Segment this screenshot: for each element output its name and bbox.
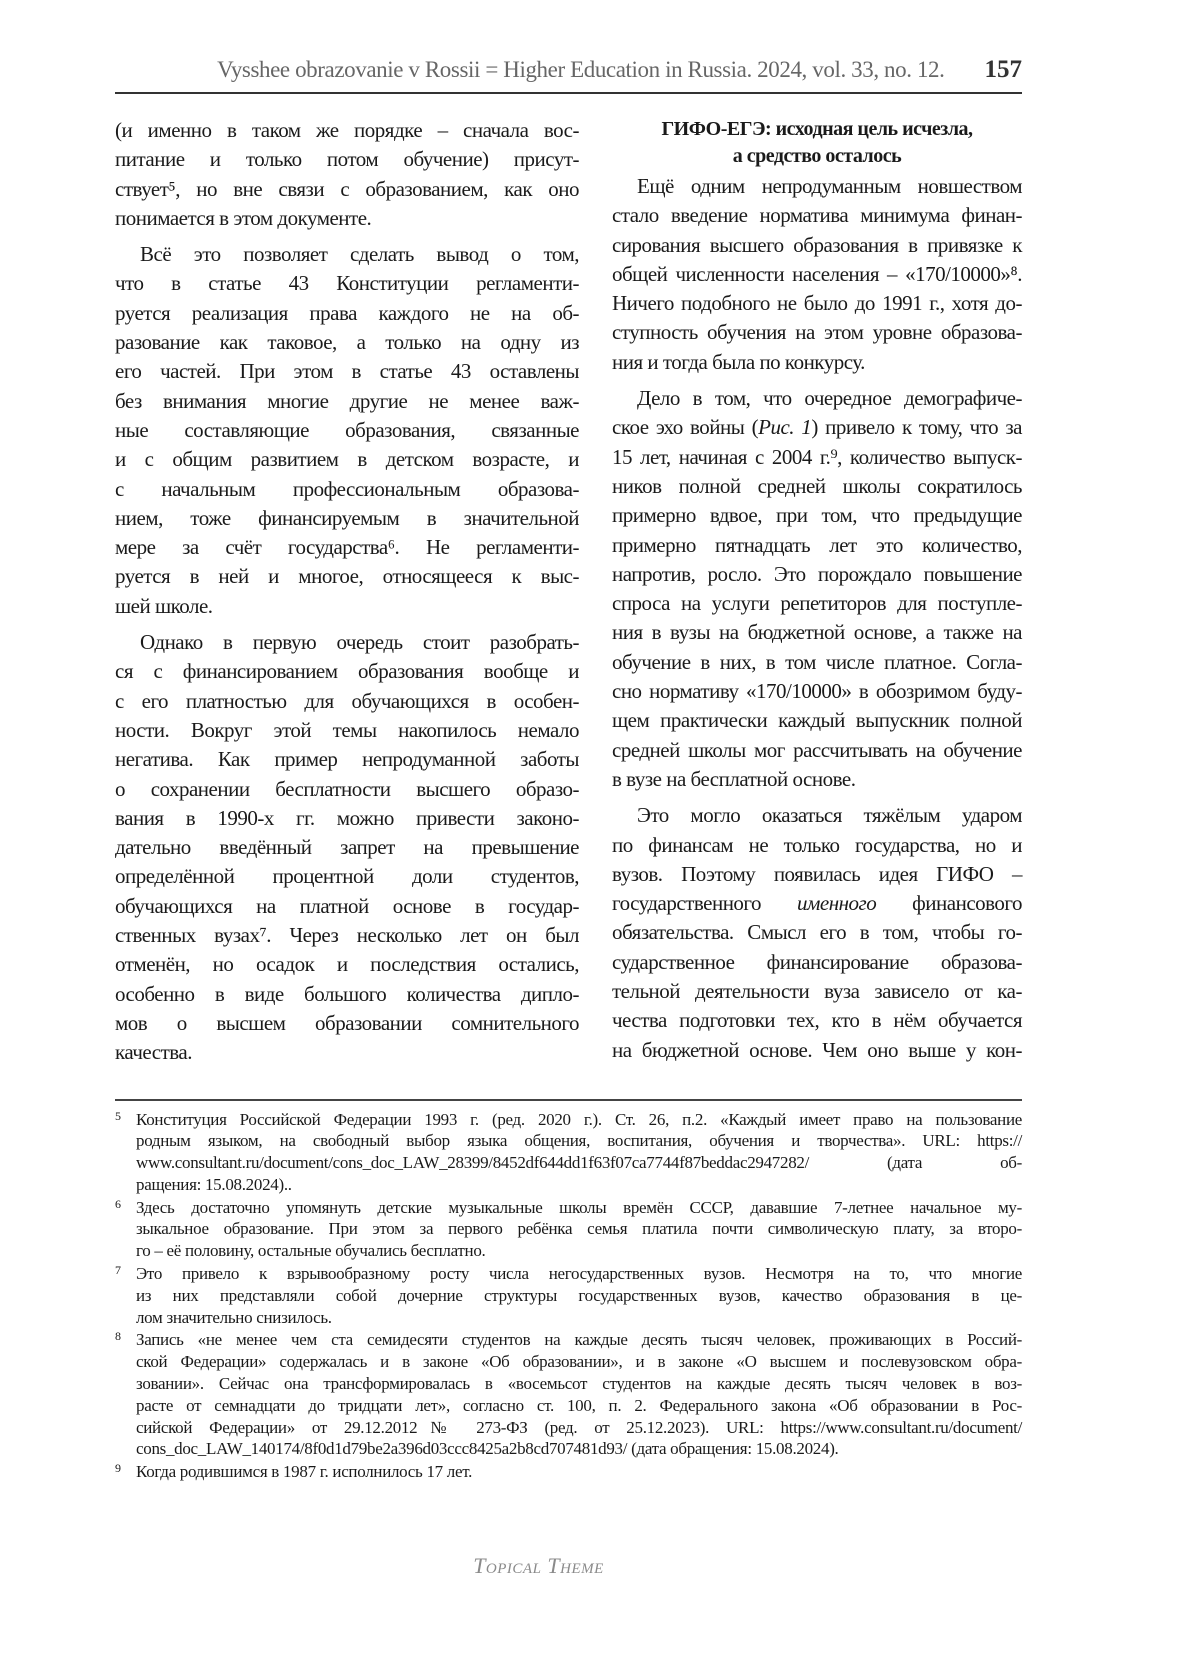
text-line: Запись «не менее чем ста семидесяти студентов на каждые десять тысяч человек, проживающих в Россий- <box>136 1330 1022 1350</box>
section-heading <box>612 116 1022 170</box>
text-line: вания в 1990-х гг. можно привести законо- <box>115 805 579 830</box>
text-line: Это могло оказаться тяжёлым ударом <box>637 803 1022 828</box>
text-line: о сохранении бесплатности высшего образо- <box>115 776 579 801</box>
text-line: без внимания многие другие не менее важ- <box>115 388 579 413</box>
text-line: чества подготовки тех, кто в нём обучается <box>612 1008 1022 1033</box>
text-line: из них представляли собой дочерние структуры государственных вузов, качество образования в це- <box>136 1285 1022 1305</box>
text-line <box>612 413 1022 442</box>
text-line: особенно в виде большого количества дипло- <box>115 981 579 1006</box>
text-line: (и именно в таком же порядке – сначала вос- <box>115 118 579 142</box>
text-line: cons_doc_LAW_140174/8f0d1d79be2a396d03ccc8425a2b8cd707481d93/ (дата обращения: 15.08.2024). <box>136 1439 839 1459</box>
text-line: разование как таковое, а только на одну из <box>115 330 579 355</box>
section-heading-line: а средство осталось <box>732 145 902 167</box>
footnote <box>115 1197 1022 1262</box>
text-line: Здесь достаточно упомянуть детские музыкальные школы времён СССР, дававшие 7-летнее начальное му- <box>136 1197 1022 1217</box>
text-line: вузов. Поэтому появилась идея ГИФО – <box>612 861 1022 886</box>
footnote-number: 7 <box>115 1263 121 1278</box>
text-line <box>612 889 1022 918</box>
footnote <box>115 1461 1022 1483</box>
text-line: спроса на услуги репетиторов для поступле- <box>612 591 1022 616</box>
section-footer: Topical Theme <box>473 1553 604 1579</box>
text-line: Это привело к взрывообразному росту числа негосударственных вузов. Несмотря на то, что многие <box>136 1264 1022 1284</box>
text-line: его частей. При этом в статье 43 оставлены <box>115 359 579 384</box>
text-line: руется реализация права каждого не на об- <box>115 300 579 325</box>
paragraph <box>115 116 579 233</box>
right-column-body <box>612 172 1022 1065</box>
text-line: сирования высшего образования в привязке к <box>612 232 1022 257</box>
footnote-number: 8 <box>115 1329 121 1344</box>
text-line: ращения: 15.08.2024).. <box>136 1174 292 1194</box>
text-line: обучающихся на платной основе в государ- <box>115 893 579 918</box>
text-line: примерно пятнадцать лет это количество, <box>612 532 1022 557</box>
footnote <box>115 1329 1022 1460</box>
text-line: Дело в том, что очередное демографиче- <box>637 386 1022 411</box>
text-line: ствует⁵, но вне связи с образованием, как оно <box>115 176 579 201</box>
text-line: понимается в этом документе. <box>115 205 372 230</box>
text-line: отменён, но осадок и последствия остались, <box>115 952 579 977</box>
text-line: негатива. Как пример непродуманной заботы <box>115 747 579 772</box>
journal-title: Vysshee obrazovanie v Rossii = Higher Education in Russia. 2024, vol. 33, no. 12. <box>217 57 945 82</box>
text-line: с начальным профессиональным образова- <box>115 476 579 501</box>
footnote-separator <box>115 1099 1022 1101</box>
text-line: шей школе. <box>115 593 213 618</box>
text-line: ступность обучения на этом уровне образова- <box>612 320 1022 345</box>
text-line: ников полной средней школы сократилось <box>612 473 1022 498</box>
text-line: сийской Федерации» от 29.12.2012№ 273-ФЗ (ред. от 25.12.2023). URL: https://www.consultant.ru/document/ <box>136 1417 1022 1437</box>
text-line: зовании». Сейчас она трансформировалась в «восемьсот студентов на каждые десять тысяч человек в воз- <box>136 1374 1022 1394</box>
text-line: по финансам не только государства, но и <box>612 832 1022 857</box>
right-column <box>612 116 1022 1072</box>
text-line: ния и тогда была по конкурсу. <box>612 349 865 374</box>
text-line: что в статье 43 Конституции регламенти- <box>115 271 579 296</box>
italic-reference: именного <box>796 891 877 916</box>
text-line: стало введение норматива минимума финан- <box>612 203 1022 228</box>
text-line: ния в вузы на бюджетной основе, а также на <box>612 620 1022 645</box>
footnote-number: 5 <box>115 1108 121 1123</box>
text-segment: финансового <box>876 891 1022 916</box>
text-line: на бюджетной основе. Чем оно выше у кон- <box>612 1037 1022 1062</box>
text-line: обучение в них, в том числе платное. Согла- <box>612 649 1022 674</box>
paragraph <box>115 628 579 1067</box>
text-line: определённой процентной доли студентов, <box>115 864 579 889</box>
text-line: ные составляющие образования, связанные <box>115 417 579 442</box>
text-line: питание и только потом обучение) присут- <box>115 147 579 172</box>
text-line: мере за счёт государства⁶. Не регламенти- <box>115 535 579 560</box>
running-header <box>115 56 1022 94</box>
text-line: расте от семнадцати до тридцати лет», согласно ст. 100, п. 2. Федерального закона «Об образовании в Рос- <box>136 1395 1022 1415</box>
text-line: Ещё одним непродуманным новшеством <box>637 174 1022 198</box>
paragraph <box>612 801 1022 1065</box>
footnote <box>115 1263 1022 1328</box>
text-line: напротив, росло. Это порождало повышение <box>612 561 1022 586</box>
text-line: 15 лет, начиная с 2004 г.⁹, количество выпуск- <box>612 444 1022 469</box>
text-line: средней школы мог рассчитывать на обучение <box>612 737 1022 762</box>
page-number: 157 <box>984 56 1022 83</box>
body-columns <box>115 116 1022 1075</box>
italic-reference: Рис. 1 <box>758 415 812 440</box>
text-line: нием, тоже финансируемым в значительной <box>115 505 579 530</box>
text-line: родным языком, на свободный выбор языка общения, воспитания, обучения и творчества». URL: https:// <box>136 1131 1022 1151</box>
text-line: и с общим развитием в детском возрасте, и <box>115 447 579 472</box>
text-line: сударственное финансирование образова- <box>612 949 1022 974</box>
text-line: дательно введённый запрет на превышение <box>115 835 579 860</box>
footnote-number: 9 <box>115 1461 121 1476</box>
text-line: Когда родившимся в 1987 г. исполнилось 17 лет. <box>136 1462 473 1482</box>
footnote <box>115 1109 1022 1196</box>
page <box>115 56 1022 1579</box>
text-line: Конституция Российской Федерации 1993 г. (ред. 2020 г.). Ст. 26, п.2. «Каждый имеет право на пользование <box>136 1109 1022 1129</box>
text-line: ственных вузах⁷. Через несколько лет он был <box>115 923 579 948</box>
text-line: примерно вдвое, при том, что предыдущие <box>612 503 1022 528</box>
text-segment: государственного <box>612 891 797 916</box>
text-segment: ское эхо войны ( <box>612 415 759 440</box>
text-line: лом значительно снизилось. <box>136 1307 332 1327</box>
text-line: го – её половину, остальные обучались бесплатно. <box>136 1241 486 1261</box>
text-line: ности. Вокруг этой темы накопилось немало <box>115 717 579 742</box>
paragraph <box>115 240 579 621</box>
text-line: ской Федерации» содержалась и в законе «Об образовании», и в законе «О высшем и послевузовском обра- <box>136 1352 1022 1372</box>
text-segment: ) привело к тому, что за <box>811 415 1022 440</box>
footnote-number: 6 <box>115 1196 121 1211</box>
footnotes <box>115 1109 1022 1484</box>
text-line: обязательства. Смысл его в том, чтобы го- <box>612 920 1022 945</box>
text-line: щем практически каждый выпускник полной <box>612 708 1022 733</box>
left-column <box>115 116 579 1075</box>
text-line: руется в ней и многое, относящееся к выс- <box>115 564 579 589</box>
text-line: ся с финансированием образования вообще и <box>115 659 579 684</box>
text-line: качества. <box>115 1040 192 1065</box>
text-line: мов о высшем образовании сомнительного <box>115 1010 579 1035</box>
text-line: Однако в первую очередь стоит разобрать- <box>140 630 579 655</box>
text-line: в вузе на бесплатной основе. <box>612 766 856 791</box>
text-line: общей численности населения – «170/10000»⁸. <box>612 261 1022 286</box>
section-heading-line: ГИФО-ЕГЭ: исходная цель исчезла, <box>661 118 973 140</box>
text-line: Ничего подобного не было до 1991 г., хотя до- <box>612 291 1022 316</box>
text-line: зыкальное образование. При этом за первого ребёнка семья платила почти символическую плату, за второ- <box>136 1219 1022 1239</box>
text-line: www.consultant.ru/document/cons_doc_LAW_28399/8452df644dd1f63f07ca7744f87beddac2947282/ (дата об- <box>136 1153 1022 1173</box>
paragraph <box>612 384 1022 794</box>
paragraph <box>612 172 1022 377</box>
text-line: тельной деятельности вуза зависело от ка- <box>612 979 1022 1004</box>
text-line: Всё это позволяет сделать вывод о том, <box>140 242 579 267</box>
text-line: с его платностью для обучающихся в особен- <box>115 688 579 713</box>
text-line: сно нормативу «170/10000» в обозримом буду- <box>612 679 1022 704</box>
